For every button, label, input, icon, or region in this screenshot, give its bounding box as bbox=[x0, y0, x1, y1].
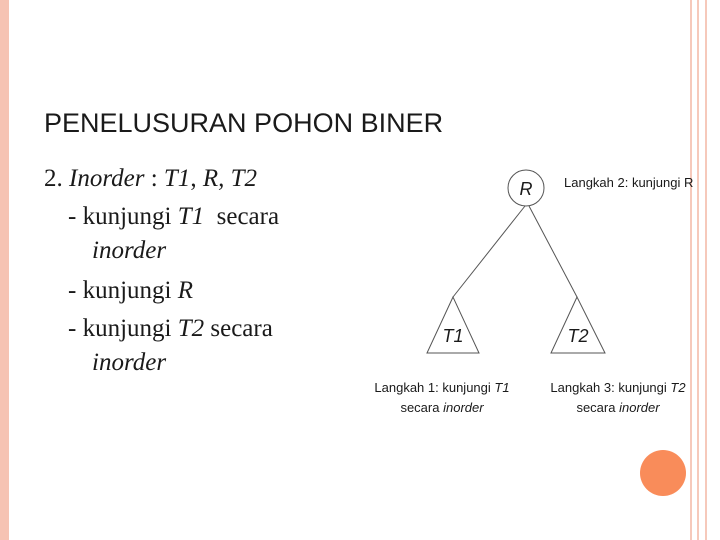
step1-caption-inorder: inorder bbox=[443, 400, 484, 415]
right-subtree-label: T2 bbox=[567, 326, 589, 346]
step2-r: R bbox=[177, 277, 193, 304]
step1-inorder: inorder bbox=[92, 237, 167, 264]
step1-t1: T1 bbox=[177, 203, 205, 230]
step1-caption-t1: T1 bbox=[494, 380, 510, 395]
heading-number: 2. bbox=[44, 165, 63, 192]
step1-line bbox=[68, 203, 279, 231]
step1-suffix: secara bbox=[216, 203, 280, 230]
step1-caption-line1 bbox=[374, 380, 509, 395]
right-border-line bbox=[705, 0, 707, 540]
step2-caption: Langkah 2: kunjungi R bbox=[564, 175, 694, 190]
heading-comma: , bbox=[190, 165, 197, 192]
step3-suffix: secara bbox=[210, 315, 273, 342]
step3-caption-t2: T2 bbox=[670, 380, 686, 395]
root-node-label: R bbox=[519, 179, 533, 199]
step1-caption-secara: secara bbox=[400, 400, 440, 415]
step3-caption-line1 bbox=[550, 380, 686, 395]
edge-root-right bbox=[529, 206, 577, 297]
step3-line bbox=[68, 315, 273, 343]
step3-caption-line2 bbox=[576, 400, 660, 415]
left-border-decoration bbox=[0, 0, 9, 540]
step2-line bbox=[68, 277, 193, 305]
heading-method: Inorder bbox=[69, 165, 145, 192]
left-subtree-label: T1 bbox=[442, 326, 464, 346]
step3-t2: T2 bbox=[177, 315, 205, 342]
step1-caption-line2 bbox=[400, 400, 484, 415]
heading-line bbox=[44, 165, 257, 193]
step1-continuation bbox=[92, 237, 166, 265]
step2-prefix: - kunjungi bbox=[68, 277, 172, 304]
edge-root-left bbox=[453, 206, 525, 297]
step1-prefix: - kunjungi bbox=[68, 203, 172, 230]
slide-title: PENELUSURAN POHON BINER bbox=[44, 108, 444, 138]
step3-continuation bbox=[92, 349, 166, 377]
heading-t1: T1 bbox=[163, 165, 191, 192]
orange-circle-decoration bbox=[640, 450, 686, 496]
step3-caption-secara: secara bbox=[576, 400, 616, 415]
step3-prefix: - kunjungi bbox=[68, 315, 172, 342]
step1-caption-prefix: Langkah 1: kunjungi bbox=[374, 380, 491, 395]
step3-caption-prefix: Langkah 3: kunjungi bbox=[550, 380, 667, 395]
heading-separator: : bbox=[150, 165, 158, 192]
heading-t2: T2 bbox=[230, 165, 257, 192]
binary-tree-diagram bbox=[360, 160, 700, 425]
step3-caption-inorder: inorder bbox=[619, 400, 660, 415]
heading-r: R, bbox=[202, 165, 225, 192]
step3-inorder: inorder bbox=[92, 349, 167, 376]
